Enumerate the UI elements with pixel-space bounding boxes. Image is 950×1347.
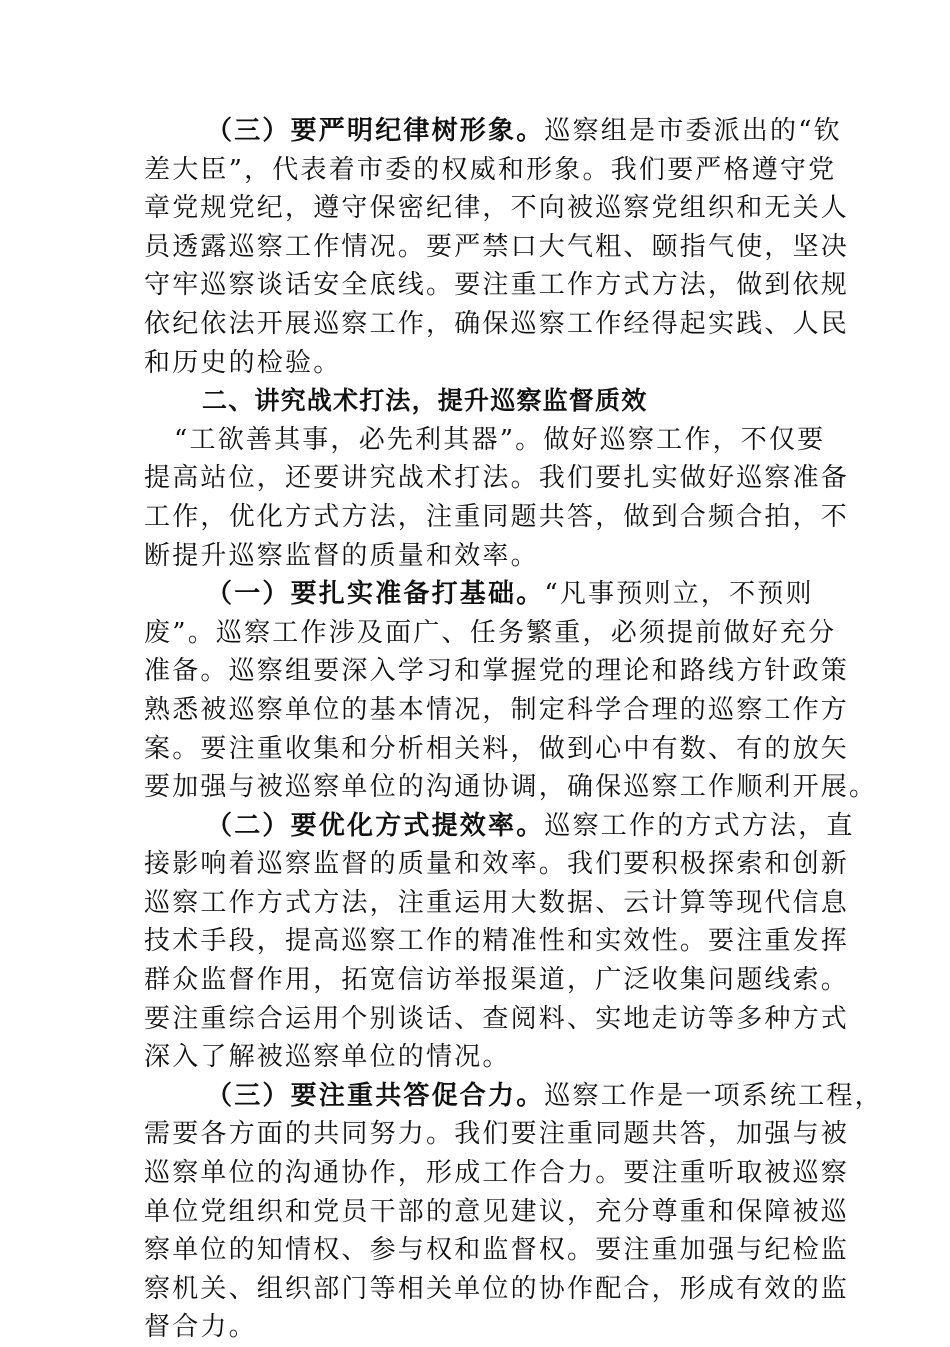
paragraph-line: 差大臣”，代表着市委的权威和形象。我们要严格遵守党	[144, 154, 837, 185]
section-heading: 二、讲究战术打法，提升巡察监督质效	[202, 386, 648, 416]
paragraph-line	[144, 112, 842, 151]
paragraph-line: 工作，优化方式方法，注重同题共答，做到合频合拍，不	[144, 501, 850, 532]
paragraph-text: 巡察工作是一项系统工程，	[544, 1080, 883, 1111]
paragraph-line: 守牢巡察谈话安全底线。要注重工作方式方法，做到依规	[144, 270, 850, 301]
paragraph-line: 断提升巡察监督的质量和效率。	[144, 540, 539, 571]
paragraph-line: “工欲善其事，必先利其器”。做好巡察工作，不仅要	[174, 424, 826, 455]
document-body	[144, 112, 883, 1347]
paragraph-line: 要注重综合运用个别谈话、查阅料、实地走访等多种方式	[144, 1003, 850, 1034]
paragraph-line: 巡察工作方式方法，注重运用大数据、云计算等现代信息	[144, 887, 850, 918]
paragraph-line: 督合力。	[144, 1312, 257, 1343]
paragraph-line: 察单位的知情权、参与权和监督权。要注重加强与纪检监	[144, 1235, 850, 1266]
paragraph-line: 深入了解被巡察单位的情况。	[144, 1042, 511, 1073]
paragraph-line: 熟悉被巡察单位的基本情况，制定科学合理的巡察工作方	[144, 694, 850, 725]
section-lead: （三）要注重共答促合力。	[206, 1080, 545, 1111]
paragraph-line	[144, 807, 855, 846]
paragraph-line: 依纪依法开展巡察工作，确保巡察工作经得起实践、人民	[144, 308, 850, 339]
paragraph-line: 群众监督作用，拓宽信访举报渠道，广泛收集问题线索。	[144, 965, 850, 996]
paragraph-line	[144, 575, 816, 614]
paragraph-line: 接影响着巡察监督的质量和效率。我们要积极探索和创新	[144, 849, 850, 880]
paragraph-text: 巡察组是市委派出的“钦	[544, 116, 842, 146]
paragraph-text: “凡事预则立，不预则	[544, 579, 814, 610]
paragraph-line: 要加强与被巡察单位的沟通协调，确保巡察工作顺利开展。	[144, 772, 878, 803]
paragraph-line: 察机关、组织部门等相关单位的协作配合，形成有效的监	[144, 1273, 850, 1304]
paragraph-line: 单位党组织和党员干部的意见建议，充分尊重和保障被巡	[144, 1196, 850, 1227]
paragraph-line: 技术手段，提高巡察工作的精准性和实效性。要注重发挥	[144, 926, 850, 957]
paragraph-line: 章党规党纪，遵守保密纪律，不向被巡察党组织和无关人	[144, 193, 850, 224]
paragraph-line	[144, 1077, 883, 1116]
section-lead: （二）要优化方式提效率。	[206, 810, 545, 841]
paragraph-line: 案。要注重收集和分析相关料，做到心中有数、有的放矢	[144, 733, 850, 764]
paragraph-line: 员透露巡察工作情况。要严禁口大气粗、颐指气使，坚决	[144, 231, 850, 262]
paragraph-line: 提高站位，还要讲究战术打法。我们要扎实做好巡察准备	[144, 463, 850, 494]
paragraph-line: 准备。巡察组要深入学习和掌握党的理论和路线方针政策	[144, 656, 850, 687]
paragraph-line: 和历史的检验。	[144, 347, 342, 378]
paragraph-text: 巡察工作的方式方法，直	[544, 810, 855, 841]
paragraph-line: 巡察单位的沟通协作，形成工作合力。要注重听取被巡察	[144, 1158, 850, 1189]
paragraph-line: 需要各方面的共同努力。我们要注重同题共答，加强与被	[144, 1119, 850, 1150]
paragraph-line: 废”。巡察工作涉及面广、任务繁重，必须提前做好充分	[144, 617, 837, 648]
section-lead: （一）要扎实准备打基础。	[206, 579, 545, 610]
section-lead: （三）要严明纪律树形象。	[206, 116, 545, 146]
